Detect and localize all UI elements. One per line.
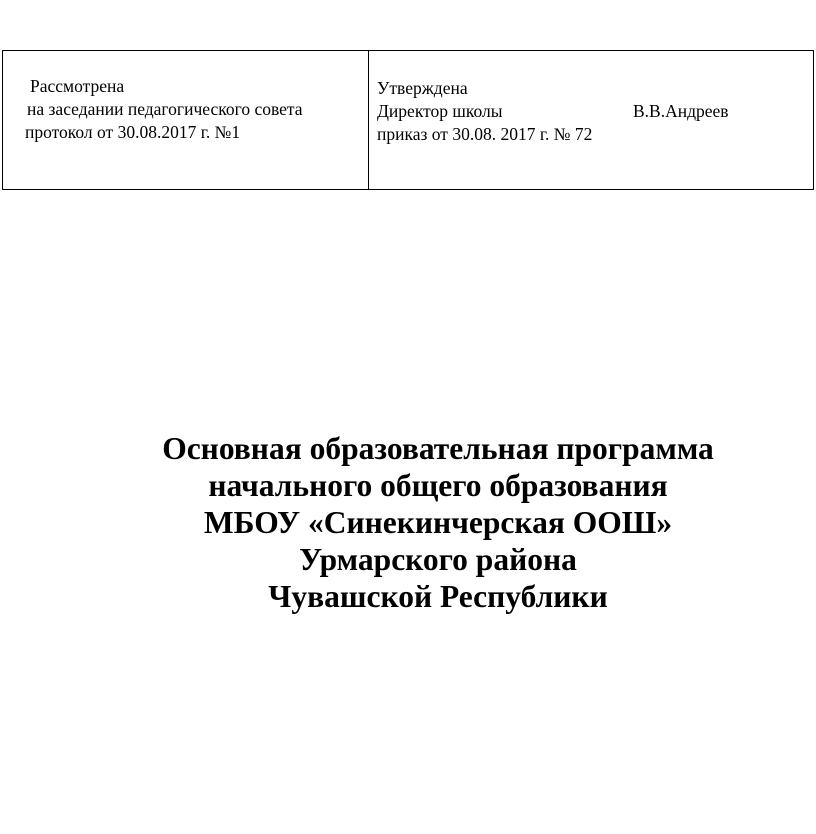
title-line-3: МБОУ «Синекинчерская ООШ» [203,505,673,540]
approved-heading: Утверждена [377,78,468,98]
title-line-1: Основная образовательная программа [162,431,714,466]
title-line-4: Урмарского района [299,542,577,577]
reviewed-cell [3,51,369,189]
reviewed-heading: Рассмотрена [30,76,125,96]
council-protocol-text: протокол от 30.08.2017 г. №1 [25,122,241,142]
director-name: В.В.Андреев [633,101,729,121]
title-line-2: начального общего образования [208,468,668,503]
title-line-5: Чувашской Республики [268,579,608,614]
council-meeting-text: на заседании педагогического совета [27,99,303,119]
director-position: Директор школы [377,101,503,121]
approval-table [2,50,814,190]
approved-cell [369,51,813,189]
program-title [60,430,816,615]
order-text: приказ от 30.08. 2017 г. № 72 [377,124,593,144]
